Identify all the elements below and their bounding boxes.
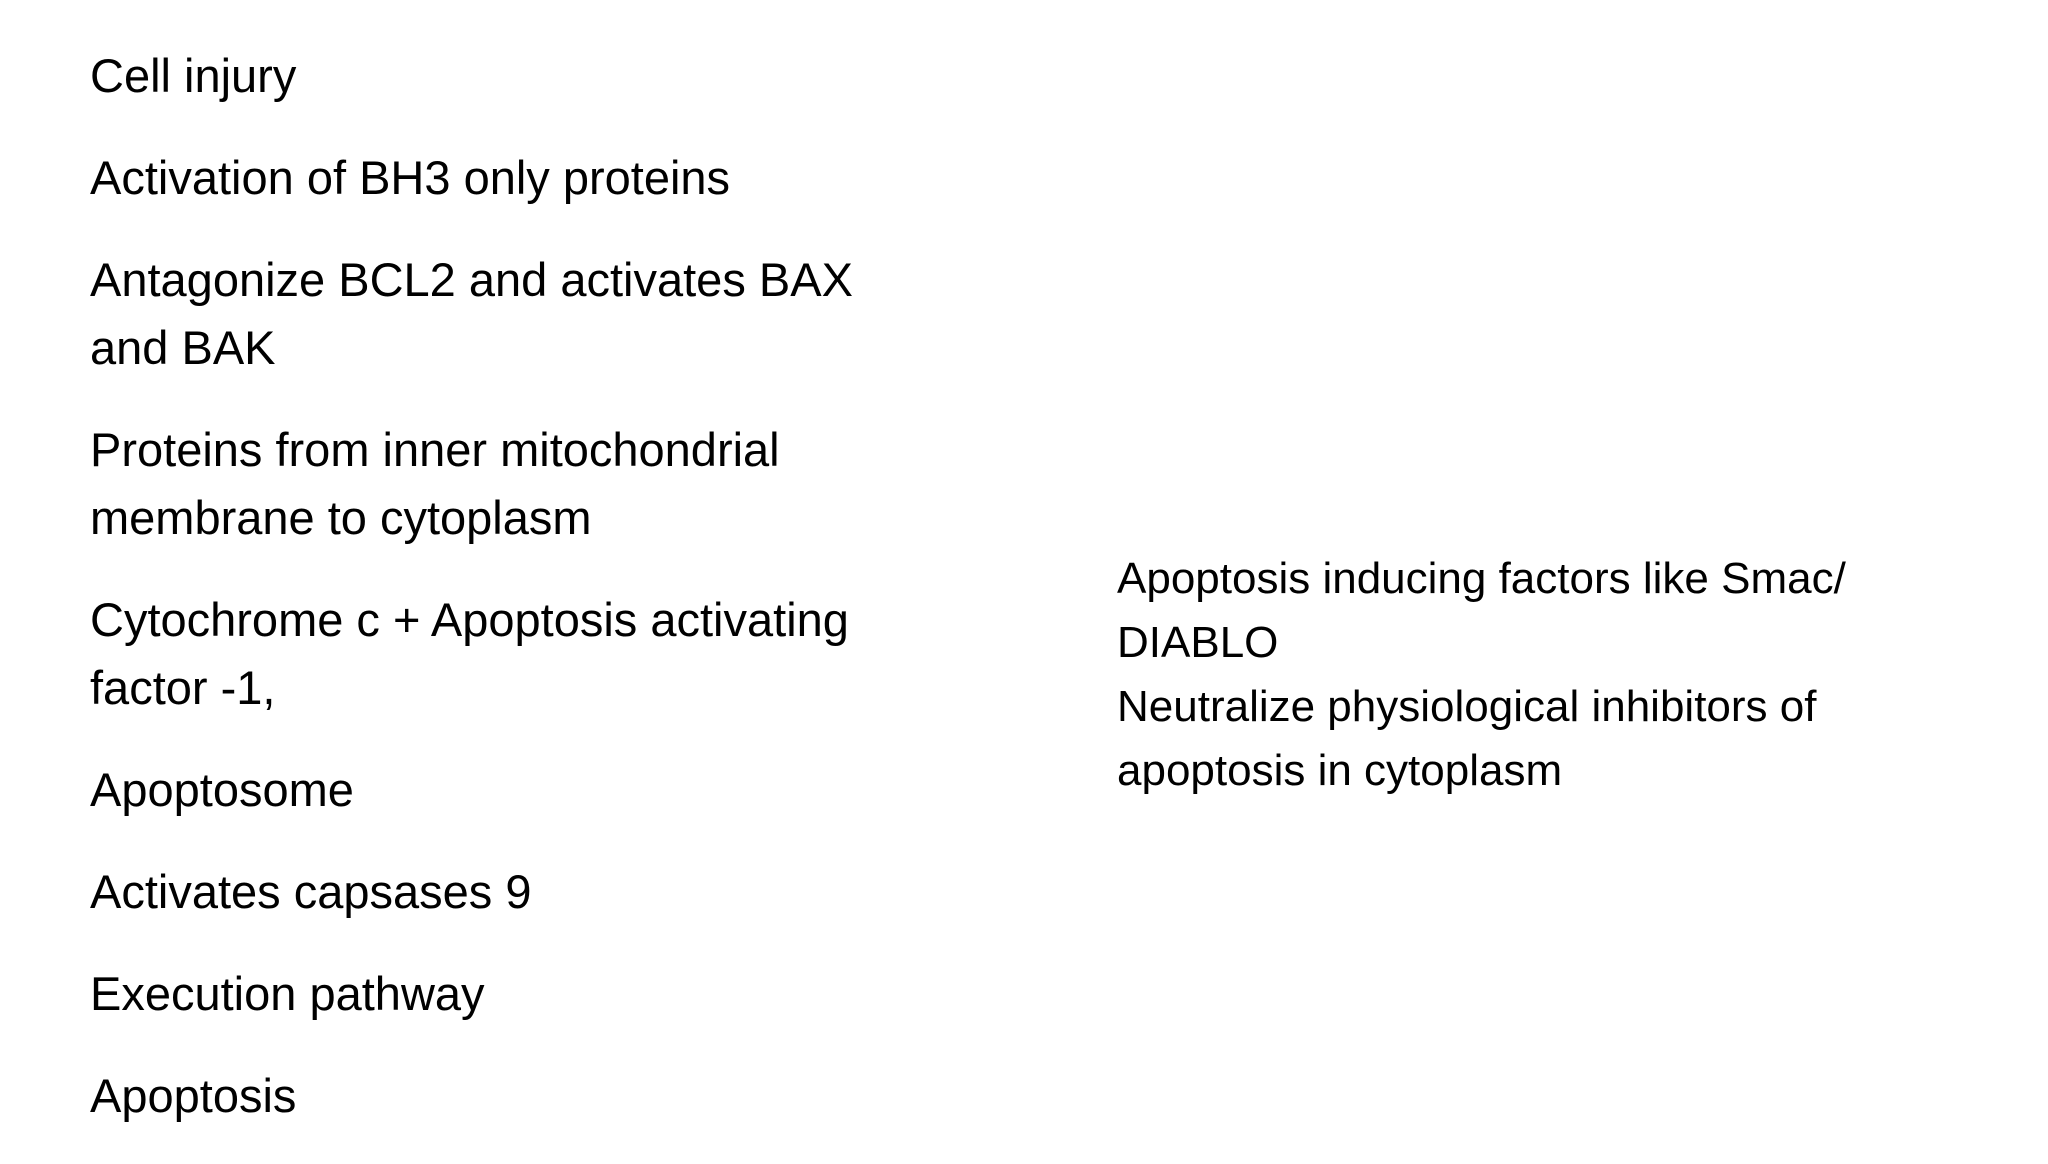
step-cell-injury: Cell injury [90, 49, 297, 102]
step-bcl2-bax-bak: Antagonize BCL2 and activates BAX and BAK [90, 253, 853, 374]
step-caspase-9: Activates capsases 9 [90, 865, 532, 918]
side-note-factors: Apoptosis inducing factors like Smac/ DIABLO [1117, 554, 1846, 667]
step-execution-pathway: Execution pathway [90, 967, 485, 1020]
side-note [1117, 547, 1957, 803]
pathway-steps-list [90, 42, 930, 1164]
step-apoptosis: Apoptosis [90, 1069, 297, 1122]
step-apoptosome: Apoptosome [90, 763, 354, 816]
step-cytochrome-c: Cytochrome c + Apoptosis activating factor -1, [90, 593, 849, 714]
step-mitochondrial-proteins: Proteins from inner mitochondrial membrane to cytoplasm [90, 423, 780, 544]
side-note-neutralize: Neutralize physiological inhibitors of apoptosis in cytoplasm [1117, 682, 1817, 795]
step-bh3-activation: Activation of BH3 only proteins [90, 151, 731, 204]
